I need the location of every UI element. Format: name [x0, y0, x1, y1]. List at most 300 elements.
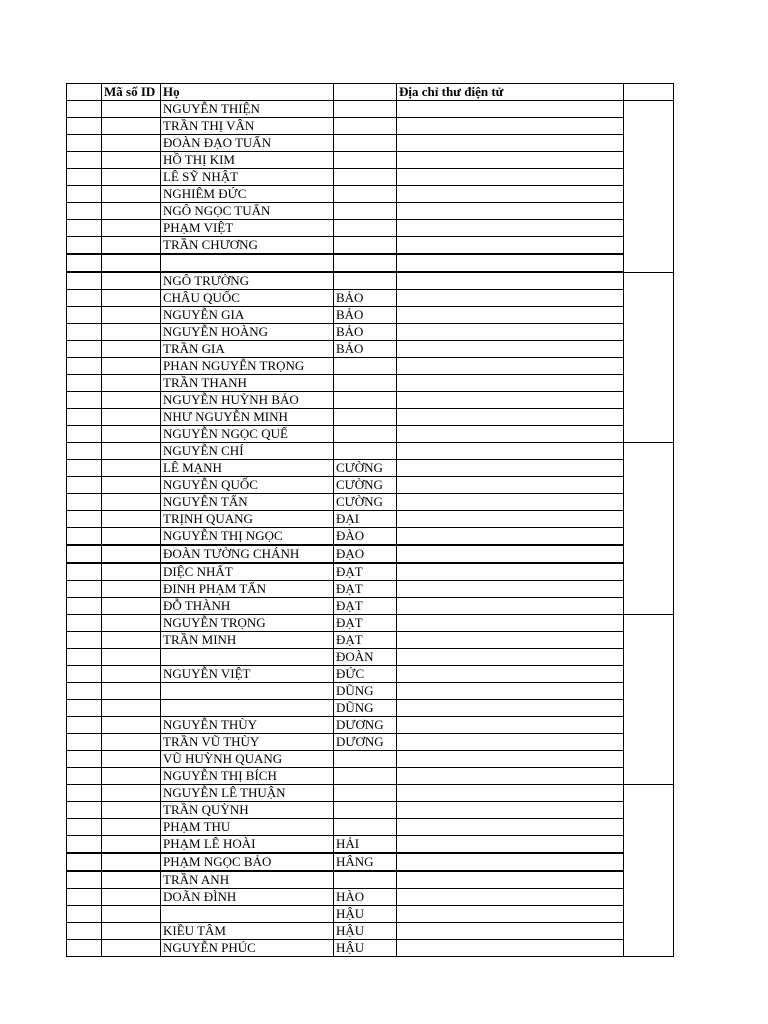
surname-cell: LÊ SỸ NHẬT — [161, 169, 334, 186]
table-row — [67, 375, 674, 392]
name-cell — [334, 819, 397, 836]
name-cell: BẢO — [334, 341, 397, 358]
name-cell: HÂNG — [334, 853, 397, 871]
id-cell — [102, 203, 161, 220]
table-row — [67, 889, 674, 906]
email-cell — [397, 836, 624, 854]
row-blank-cell — [67, 135, 102, 152]
row-blank-cell — [67, 598, 102, 615]
row-blank-cell — [67, 923, 102, 940]
name-cell: HẬU — [334, 923, 397, 940]
table-row — [67, 409, 674, 426]
surname-cell — [161, 649, 334, 666]
email-cell — [397, 324, 624, 341]
surname-cell: TRẦN ANH — [161, 871, 334, 889]
table-row — [67, 307, 674, 324]
table-row — [67, 272, 674, 290]
surname-cell: NGUYỄN TẤN — [161, 494, 334, 511]
row-blank-cell — [67, 683, 102, 700]
id-cell — [102, 734, 161, 751]
surname-cell: NGUYỄN GIA — [161, 307, 334, 324]
email-cell — [397, 237, 624, 255]
table-row — [67, 254, 674, 272]
row-blank-cell — [67, 152, 102, 169]
name-cell: DŨNG — [334, 683, 397, 700]
email-cell — [397, 494, 624, 511]
row-blank-cell — [67, 375, 102, 392]
surname-cell: NGUYỄN THÙY — [161, 717, 334, 734]
id-cell — [102, 768, 161, 785]
email-cell — [397, 802, 624, 819]
table-row — [67, 734, 674, 751]
name-cell: ĐẠO — [334, 545, 397, 563]
table-row — [67, 324, 674, 341]
id-cell — [102, 375, 161, 392]
email-cell — [397, 152, 624, 169]
table-row — [67, 118, 674, 135]
name-cell — [334, 101, 397, 118]
surname-cell: NGUYỄN QUỐC — [161, 477, 334, 494]
name-cell: BẢO — [334, 324, 397, 341]
table-row — [67, 443, 674, 460]
name-cell — [334, 237, 397, 255]
row-blank-cell — [67, 169, 102, 186]
surname-cell: TRẦN THỊ VÂN — [161, 118, 334, 135]
row-blank-cell — [67, 666, 102, 683]
email-cell — [397, 632, 624, 649]
table-row — [67, 290, 674, 307]
name-cell — [334, 426, 397, 443]
name-cell — [334, 220, 397, 237]
id-cell — [102, 923, 161, 940]
name-cell: DƯƠNG — [334, 717, 397, 734]
email-cell — [397, 700, 624, 717]
row-blank-cell — [67, 785, 102, 802]
surname-cell: NGUYỄN THỊ BÍCH — [161, 768, 334, 785]
row-blank-cell — [67, 545, 102, 563]
surname-cell: NGHIÊM ĐỨC — [161, 186, 334, 203]
table-row — [67, 751, 674, 768]
name-cell: ĐỨC — [334, 666, 397, 683]
id-cell — [102, 358, 161, 375]
id-cell — [102, 477, 161, 494]
name-cell: BẢO — [334, 307, 397, 324]
table-row — [67, 152, 674, 169]
header-email: Địa chỉ thư điện tử — [397, 84, 624, 101]
row-blank-cell — [67, 409, 102, 426]
email-cell — [397, 889, 624, 906]
id-cell — [102, 889, 161, 906]
surname-cell: PHẠM THU — [161, 819, 334, 836]
name-cell — [334, 152, 397, 169]
id-cell — [102, 324, 161, 341]
name-cell — [334, 272, 397, 290]
row-blank-cell — [67, 341, 102, 358]
table-row — [67, 101, 674, 118]
email-cell — [397, 135, 624, 152]
table-row — [67, 426, 674, 443]
table-row — [67, 940, 674, 957]
id-cell — [102, 392, 161, 409]
email-cell — [397, 290, 624, 307]
email-cell — [397, 649, 624, 666]
row-blank-cell — [67, 768, 102, 785]
id-cell — [102, 819, 161, 836]
row-blank-cell — [67, 290, 102, 307]
header-extra-cell — [624, 84, 674, 101]
group-cell — [624, 272, 674, 443]
name-cell: DƯƠNG — [334, 734, 397, 751]
group-cell — [624, 785, 674, 957]
table-row — [67, 220, 674, 237]
surname-cell: NGUYỄN VIỆT — [161, 666, 334, 683]
row-blank-cell — [67, 632, 102, 649]
email-cell — [397, 734, 624, 751]
name-cell: HẢI — [334, 836, 397, 854]
surname-cell: ĐỖ THÀNH — [161, 598, 334, 615]
table-row — [67, 494, 674, 511]
table-row — [67, 700, 674, 717]
name-cell: HÀO — [334, 889, 397, 906]
surname-cell: TRẦN VŨ THÙY — [161, 734, 334, 751]
surname-cell: NGUYỄN TRỌNG — [161, 615, 334, 632]
email-cell — [397, 307, 624, 324]
email-cell — [397, 460, 624, 477]
id-cell — [102, 785, 161, 802]
id-cell — [102, 632, 161, 649]
surname-cell: DOÃN ĐÌNH — [161, 889, 334, 906]
email-cell — [397, 683, 624, 700]
header-surname: Họ — [161, 84, 334, 101]
surname-cell: NGUYỄN THỊ NGỌC — [161, 528, 334, 546]
table-row — [67, 768, 674, 785]
table-row — [67, 563, 674, 581]
surname-cell: NGÔ NGỌC TUẤN — [161, 203, 334, 220]
group-cell — [624, 101, 674, 273]
table-row — [67, 341, 674, 358]
surname-cell: LÊ MẠNH — [161, 460, 334, 477]
row-blank-cell — [67, 220, 102, 237]
id-cell — [102, 409, 161, 426]
table-row — [67, 836, 674, 854]
name-cell — [334, 443, 397, 460]
row-blank-cell — [67, 511, 102, 528]
surname-cell: TRẦN MINH — [161, 632, 334, 649]
table-row — [67, 906, 674, 923]
email-cell — [397, 118, 624, 135]
row-blank-cell — [67, 528, 102, 546]
id-cell — [102, 186, 161, 203]
name-cell — [334, 871, 397, 889]
row-blank-cell — [67, 272, 102, 290]
row-blank-cell — [67, 889, 102, 906]
name-cell: ĐẠT — [334, 598, 397, 615]
table-row — [67, 186, 674, 203]
id-cell — [102, 615, 161, 632]
name-cell: HẬU — [334, 906, 397, 923]
surname-cell: NGUYỄN HUỲNH BẢO — [161, 392, 334, 409]
row-blank-cell — [67, 254, 102, 272]
table-row — [67, 632, 674, 649]
surname-cell: NGUYỄN HOÀNG — [161, 324, 334, 341]
id-cell — [102, 871, 161, 889]
surname-cell: ĐOÀN ĐẠO TUẤN — [161, 135, 334, 152]
email-cell — [397, 426, 624, 443]
email-cell — [397, 581, 624, 598]
row-blank-cell — [67, 853, 102, 871]
table-row — [67, 545, 674, 563]
email-cell — [397, 358, 624, 375]
name-cell: ĐOÀN — [334, 649, 397, 666]
surname-cell: NHƯ NGUYỄN MINH — [161, 409, 334, 426]
email-cell — [397, 101, 624, 118]
id-cell — [102, 545, 161, 563]
name-cell — [334, 751, 397, 768]
row-blank-cell — [67, 443, 102, 460]
row-blank-cell — [67, 307, 102, 324]
row-blank-cell — [67, 460, 102, 477]
id-cell — [102, 426, 161, 443]
surname-cell: CHÂU QUỐC — [161, 290, 334, 307]
table-row — [67, 358, 674, 375]
id-cell — [102, 940, 161, 957]
id-cell — [102, 751, 161, 768]
id-cell — [102, 511, 161, 528]
table-row — [67, 683, 674, 700]
email-cell — [397, 443, 624, 460]
row-blank-cell — [67, 101, 102, 118]
id-cell — [102, 460, 161, 477]
email-cell — [397, 717, 624, 734]
row-blank-cell — [67, 836, 102, 854]
id-cell — [102, 700, 161, 717]
surname-cell: NGUYỄN NGỌC QUẾ — [161, 426, 334, 443]
table-row — [67, 853, 674, 871]
surname-cell: TRẦN CHƯƠNG — [161, 237, 334, 255]
name-cell: ĐẠT — [334, 632, 397, 649]
table-row — [67, 923, 674, 940]
name-cell: ĐẠT — [334, 563, 397, 581]
row-blank-cell — [67, 649, 102, 666]
table-row — [67, 203, 674, 220]
id-cell — [102, 494, 161, 511]
table-row — [67, 819, 674, 836]
table-row — [67, 528, 674, 546]
name-cell — [334, 392, 397, 409]
row-blank-cell — [67, 871, 102, 889]
id-cell — [102, 118, 161, 135]
row-blank-cell — [67, 392, 102, 409]
name-cell — [334, 169, 397, 186]
row-blank-cell — [67, 615, 102, 632]
header-row — [67, 84, 674, 101]
id-cell — [102, 683, 161, 700]
name-cell: HẬU — [334, 940, 397, 957]
id-cell — [102, 169, 161, 186]
row-blank-cell — [67, 237, 102, 255]
row-blank-cell — [67, 819, 102, 836]
id-cell — [102, 152, 161, 169]
email-cell — [397, 615, 624, 632]
surname-cell: NGÔ TRƯỜNG — [161, 272, 334, 290]
name-cell — [334, 203, 397, 220]
row-blank-cell — [67, 118, 102, 135]
table-row — [67, 392, 674, 409]
id-cell — [102, 341, 161, 358]
table-row — [67, 477, 674, 494]
name-cell — [334, 254, 397, 272]
name-cell: CƯỜNG — [334, 477, 397, 494]
table-row — [67, 615, 674, 632]
row-blank-cell — [67, 906, 102, 923]
id-cell — [102, 237, 161, 255]
id-cell — [102, 220, 161, 237]
header-name — [334, 84, 397, 101]
group-cell — [624, 443, 674, 615]
id-cell — [102, 101, 161, 118]
id-cell — [102, 581, 161, 598]
name-cell — [334, 135, 397, 152]
id-cell — [102, 853, 161, 871]
surname-cell: PHẠM VIỆT — [161, 220, 334, 237]
table-row — [67, 785, 674, 802]
surname-cell: NGUYỄN LÊ THUẬN — [161, 785, 334, 802]
id-cell — [102, 254, 161, 272]
email-cell — [397, 203, 624, 220]
row-blank-cell — [67, 581, 102, 598]
surname-cell — [161, 700, 334, 717]
table-row — [67, 802, 674, 819]
name-cell — [334, 186, 397, 203]
email-cell — [397, 923, 624, 940]
table-row — [67, 717, 674, 734]
surname-cell: TRẦN QUỲNH — [161, 802, 334, 819]
row-blank-cell — [67, 751, 102, 768]
id-cell — [102, 649, 161, 666]
surname-cell: PHAN NGUYỄN TRỌNG — [161, 358, 334, 375]
email-cell — [397, 375, 624, 392]
table-row — [67, 871, 674, 889]
row-blank-cell — [67, 203, 102, 220]
name-cell — [334, 358, 397, 375]
email-cell — [397, 169, 624, 186]
id-cell — [102, 717, 161, 734]
email-cell — [397, 785, 624, 802]
table-row — [67, 581, 674, 598]
email-cell — [397, 528, 624, 546]
surname-cell — [161, 683, 334, 700]
surname-cell: VŨ HUỲNH QUANG — [161, 751, 334, 768]
surname-cell: HỒ THỊ KIM — [161, 152, 334, 169]
name-cell — [334, 409, 397, 426]
id-cell — [102, 906, 161, 923]
name-cell — [334, 785, 397, 802]
email-cell — [397, 545, 624, 563]
name-cell — [334, 118, 397, 135]
table-row — [67, 666, 674, 683]
row-blank-cell — [67, 426, 102, 443]
name-cell: CƯỜNG — [334, 460, 397, 477]
name-cell: CƯỜNG — [334, 494, 397, 511]
name-cell — [334, 768, 397, 785]
email-cell — [397, 819, 624, 836]
table-row — [67, 237, 674, 255]
email-cell — [397, 768, 624, 785]
surname-cell: KIỀU TÂM — [161, 923, 334, 940]
row-blank-cell — [67, 700, 102, 717]
name-cell: ĐẠI — [334, 511, 397, 528]
surname-cell: NGUYỄN PHÚC — [161, 940, 334, 957]
email-cell — [397, 220, 624, 237]
surname-cell: TRẦN GIA — [161, 341, 334, 358]
id-cell — [102, 563, 161, 581]
id-cell — [102, 290, 161, 307]
header-blank-cell — [67, 84, 102, 101]
email-cell — [397, 511, 624, 528]
row-blank-cell — [67, 186, 102, 203]
email-cell — [397, 477, 624, 494]
email-cell — [397, 871, 624, 889]
id-cell — [102, 272, 161, 290]
row-blank-cell — [67, 563, 102, 581]
surname-cell: ĐOÀN TƯỜNG CHÁNH — [161, 545, 334, 563]
email-cell — [397, 751, 624, 768]
name-cell: DŨNG — [334, 700, 397, 717]
id-cell — [102, 802, 161, 819]
table-row — [67, 598, 674, 615]
id-cell — [102, 598, 161, 615]
row-blank-cell — [67, 358, 102, 375]
row-blank-cell — [67, 494, 102, 511]
surname-cell — [161, 254, 334, 272]
id-cell — [102, 307, 161, 324]
table-row — [67, 169, 674, 186]
table-row — [67, 460, 674, 477]
email-cell — [397, 666, 624, 683]
id-cell — [102, 443, 161, 460]
email-cell — [397, 598, 624, 615]
row-blank-cell — [67, 717, 102, 734]
table-row — [67, 511, 674, 528]
email-cell — [397, 341, 624, 358]
name-cell: ĐẠT — [334, 581, 397, 598]
surname-cell — [161, 906, 334, 923]
email-cell — [397, 392, 624, 409]
surname-cell: PHẠM LÊ HOÀI — [161, 836, 334, 854]
group-cell — [624, 615, 674, 785]
id-cell — [102, 836, 161, 854]
surname-cell: PHẠM NGỌC BẢO — [161, 853, 334, 871]
row-blank-cell — [67, 734, 102, 751]
row-blank-cell — [67, 940, 102, 957]
surname-cell: ĐINH PHẠM TẤN — [161, 581, 334, 598]
email-cell — [397, 409, 624, 426]
id-cell — [102, 135, 161, 152]
name-cell — [334, 375, 397, 392]
surname-cell: TRỊNH QUANG — [161, 511, 334, 528]
header-id: Mã số ID — [102, 84, 161, 101]
id-cell — [102, 666, 161, 683]
email-cell — [397, 906, 624, 923]
surname-cell: NGUYỄN THIỆN — [161, 101, 334, 118]
surname-cell: NGUYỄN CHÍ — [161, 443, 334, 460]
email-cell — [397, 254, 624, 272]
row-blank-cell — [67, 324, 102, 341]
id-cell — [102, 528, 161, 546]
email-cell — [397, 563, 624, 581]
table-row — [67, 135, 674, 152]
email-cell — [397, 853, 624, 871]
